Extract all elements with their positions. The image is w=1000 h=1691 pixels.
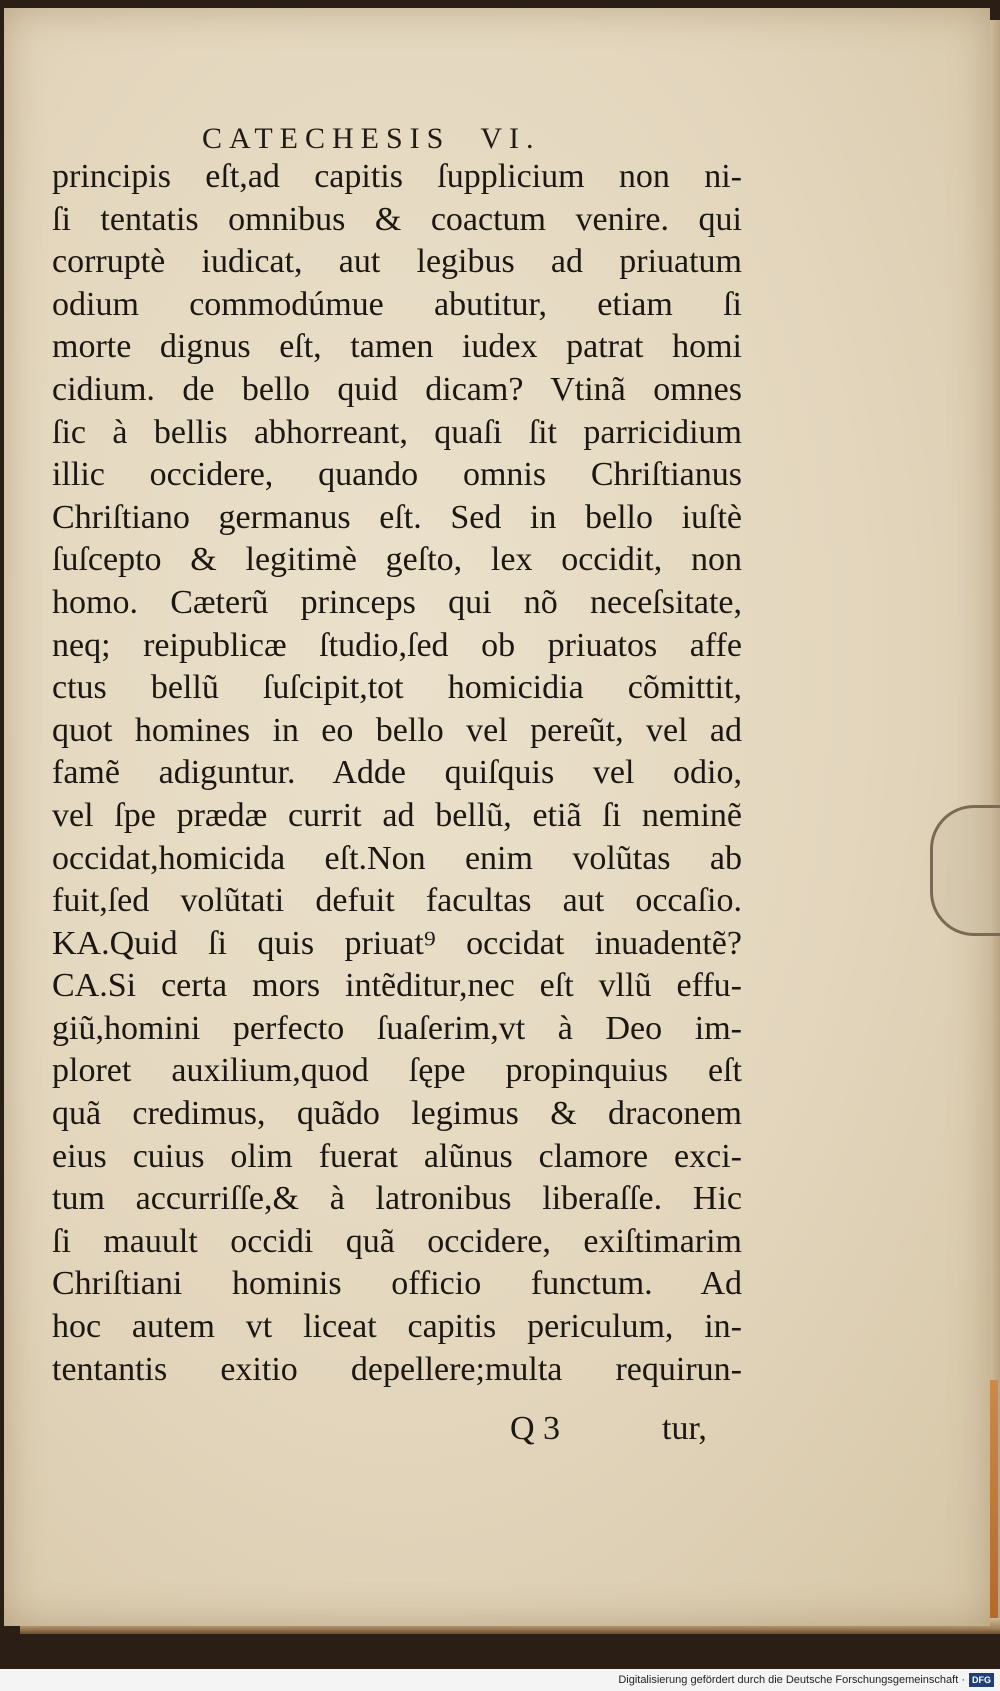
text-line: ſi mauult occidi quã occidere, exiſtimarim: [52, 1222, 742, 1260]
text-line: hoc autem vt liceat capitis periculum, in-: [52, 1308, 742, 1346]
text-line: ploret auxilium,quod ſępe propinquius eſt: [52, 1052, 742, 1090]
text-line: ſic à bellis abhorreant, quaſi ſit parricidium: [52, 413, 742, 451]
text-line: fuit,ſed volũtati defuit facultas aut occaſio.: [52, 882, 742, 920]
text-line: giũ,homini perfecto ſuaſerim,vt à Deo im-: [52, 1009, 742, 1047]
text-line: CA.Si certa mors intẽditur,nec eſt vllũ effu-: [52, 967, 742, 1005]
text-line: quot homines in eo bello vel pereũt, vel ad: [52, 711, 742, 749]
dfg-logo: DFG: [969, 1673, 994, 1687]
text-line: quã credimus, quãdo legimus & draconem: [52, 1095, 742, 1133]
text-block: [52, 156, 742, 1391]
text-line: odium commodúmue abutitur, etiam ſi: [52, 285, 742, 323]
text-line: KA.Quid ſi quis priuat⁹ occidat inuadentẽ?: [52, 924, 742, 962]
text-line: Chriſtiano germanus eſt. Sed in bello iuſtè: [52, 498, 742, 536]
page-clip: [930, 805, 1000, 936]
text-line: cidium. de bello quid dicam? Vtinã omnes: [52, 370, 742, 408]
text-line: tum accurriſſe,& à latronibus liberaſſe. Hic: [52, 1180, 742, 1218]
text-line: ſuſcepto & legitimè geſto, lex occidit, non: [52, 541, 742, 579]
page-footer: [4, 1410, 1000, 1460]
text-line: principis eſt,ad capitis ſupplicium non ni-: [52, 158, 742, 195]
text-line: occidat,homicida eſt.Non enim volũtas ab: [52, 839, 742, 877]
text-line: illic occidere, quando omnis Chriſtianus: [52, 456, 742, 494]
text-line: eius cuius olim fuerat alũnus clamore exci-: [52, 1137, 742, 1175]
header-title: CATECHESIS: [202, 122, 451, 155]
catchword: tur,: [662, 1410, 707, 1447]
text-line: tentantis exitio depellere;multa requirun-: [52, 1350, 742, 1388]
text-line: Chriſtiani hominis officio functum. Ad: [52, 1265, 742, 1303]
text-line: ſi tentatis omnibus & coactum venire. qui: [52, 200, 742, 238]
text-line: neq; reipublicæ ſtudio,ſed ob priuatos affe: [52, 626, 742, 664]
credit-bar: [0, 1669, 1000, 1691]
book-page: [4, 8, 990, 1626]
header-number: VI.: [480, 122, 541, 155]
text-line: corruptè iudicat, aut legibus ad priuatum: [52, 243, 742, 281]
text-line: homo. Cæterũ princeps qui nõ neceſsitate,: [52, 583, 742, 621]
credit-text: Digitalisierung gefördert durch die Deutsche Forschungsgemeinschaft ·: [618, 1674, 965, 1686]
text-line: vel ſpe prædæ currit ad bellũ, etiã ſi neminẽ: [52, 796, 742, 834]
text-line: famẽ adiguntur. Adde quiſquis vel odio,: [52, 754, 742, 792]
text-line: ctus bellũ ſuſcipit,tot homicidia cõmittit,: [52, 669, 742, 707]
signature-mark: Q 3: [510, 1410, 561, 1447]
text-line: morte dignus eſt, tamen iudex patrat homi: [52, 328, 742, 366]
